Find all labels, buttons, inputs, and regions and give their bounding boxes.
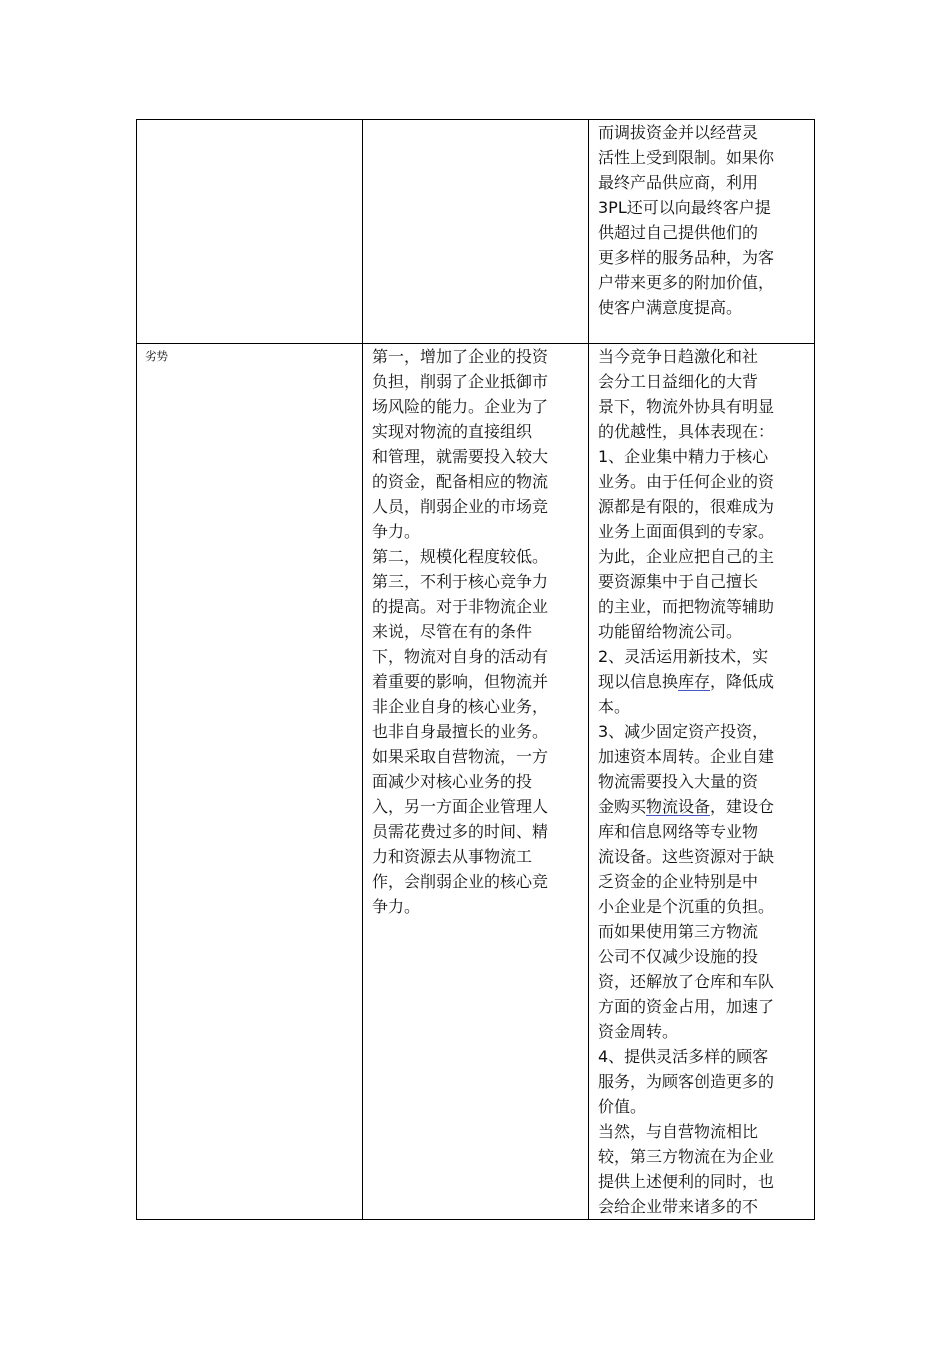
table-cell-outsourced: [589, 120, 815, 344]
text-line: 争力。: [372, 897, 421, 916]
text-line: 2、灵活运用新技术，实: [598, 647, 769, 666]
text-line: 资，还解放了仓库和车队: [598, 972, 775, 991]
text-line: 人员，削弱企业的市场竞: [372, 497, 549, 516]
text-line: 现以信息换库存，降低成: [598, 672, 775, 691]
row-label-disadvantage: 劣势: [145, 349, 168, 363]
text-line: 而如果使用第三方物流: [598, 922, 759, 941]
text-line: 为此，企业应把自己的主: [598, 547, 775, 566]
text-line: 使客户满意度提高。: [598, 298, 743, 317]
text-line: 资金周转。: [598, 1022, 679, 1041]
table-cell-label: [137, 344, 363, 1220]
text-line: 较，第三方物流在为企业: [598, 1147, 775, 1166]
text-line: 作，会削弱企业的核心竞: [372, 872, 549, 891]
text-line: 3PL还可以向最终客户提: [598, 198, 771, 217]
text-line: 的提高。对于非物流企业: [372, 597, 549, 616]
text-line: 公司不仅减少设施的投: [598, 947, 759, 966]
text-line: 更多样的服务品种，为客: [598, 248, 775, 267]
text-line: 争力。: [372, 522, 421, 541]
text-line: 业务上面面俱到的专家。: [598, 522, 775, 541]
text-line: 本。: [598, 697, 631, 716]
text-line: 来说，尽管在有的条件: [372, 622, 533, 641]
text-line: 当今竞争日趋激化和社: [598, 347, 759, 366]
text-line: 提供上述便利的同时，也: [598, 1172, 775, 1191]
text-line: 小企业是个沉重的负担。: [598, 897, 775, 916]
text-line: 第二，规模化程度较低。: [372, 547, 549, 566]
text-line: 1、企业集中精力于核心: [598, 447, 769, 466]
table-cell-self-operated: [363, 344, 589, 1220]
text-line: 乏资金的企业特别是中: [598, 872, 759, 891]
text-line: 实现对物流的直接组织: [372, 422, 533, 441]
text-line: 如果采取自营物流，一方: [372, 747, 549, 766]
text-line: 景下，物流外协具有明显: [598, 397, 775, 416]
text-line: 会给企业带来诸多的不: [598, 1197, 759, 1216]
text-line: 户带来更多的附加价值，: [598, 273, 775, 292]
text-line: 方面的资金占用，加速了: [598, 997, 775, 1016]
text-line: 场风险的能力。企业为了: [372, 397, 549, 416]
cell-paragraph: [363, 344, 588, 919]
text-line: 的资金，配备相应的物流: [372, 472, 549, 491]
text-line: 3、减少固定资产投资，: [598, 722, 769, 741]
comparison-table: [136, 119, 815, 1220]
table-cell-self-operated: [363, 120, 589, 344]
text-line: 业务。由于任何企业的资: [598, 472, 775, 491]
text-line: 功能留给物流公司。: [598, 622, 743, 641]
text-line: 金购买物流设备，建设仓: [598, 797, 775, 816]
text-line: 源都是有限的，很难成为: [598, 497, 775, 516]
text-line: 会分工日益细化的大背: [598, 372, 759, 391]
table-row: [137, 344, 815, 1220]
text-line: 最终产品供应商，利用: [598, 173, 759, 192]
text-line: 物流需要投入大量的资: [598, 772, 759, 791]
text-line: 非企业自身的核心业务，: [372, 697, 549, 716]
text-line: 和管理，就需要投入较大: [372, 447, 549, 466]
text-line: 要资源集中于自己擅长: [598, 572, 759, 591]
text-line: 力和资源去从事物流工: [372, 847, 533, 866]
text-line: 下，物流对自身的活动有: [372, 647, 549, 666]
text-line: 服务，为顾客创造更多的: [598, 1072, 775, 1091]
text-line: 也非自身最擅长的业务。: [372, 722, 549, 741]
text-line: 当然，与自营物流相比: [598, 1122, 759, 1141]
text-line: 的优越性，具体表现在：: [598, 422, 775, 441]
text-line: 而调拔资金并以经营灵: [598, 123, 759, 142]
text-line: 价值。: [598, 1097, 647, 1116]
text-line: 的主业，而把物流等辅助: [598, 597, 775, 616]
text-line: 员需花费过多的时间、精: [372, 822, 549, 841]
text-line: 第三，不利于核心竞争力: [372, 572, 549, 591]
text-line: 着重要的影响，但物流并: [372, 672, 549, 691]
text-line: 第一，增加了企业的投资: [372, 347, 549, 366]
text-line: 库和信息网络等专业物: [598, 822, 759, 841]
table-cell-outsourced: [589, 344, 815, 1220]
text-line: 流设备。这些资源对于缺: [598, 847, 775, 866]
table-row: [137, 120, 815, 344]
cell-paragraph: [589, 344, 814, 1219]
text-line: 活性上受到限制。如果你: [598, 148, 775, 167]
text-line: 入，另一方面企业管理人: [372, 797, 549, 816]
text-line: 加速资本周转。企业自建: [598, 747, 775, 766]
text-line: 负担，削弱了企业抵御市: [372, 372, 549, 391]
text-line: 4、提供灵活多样的顾客: [598, 1047, 769, 1066]
text-line: 供超过自己提供他们的: [598, 223, 759, 242]
link-inventory[interactable]: 库存: [678, 672, 711, 691]
link-logistics-equipment[interactable]: 物流设备: [646, 797, 711, 816]
table-cell-label: [137, 120, 363, 344]
text-line: 面减少对核心业务的投: [372, 772, 533, 791]
cell-paragraph: [589, 120, 814, 320]
